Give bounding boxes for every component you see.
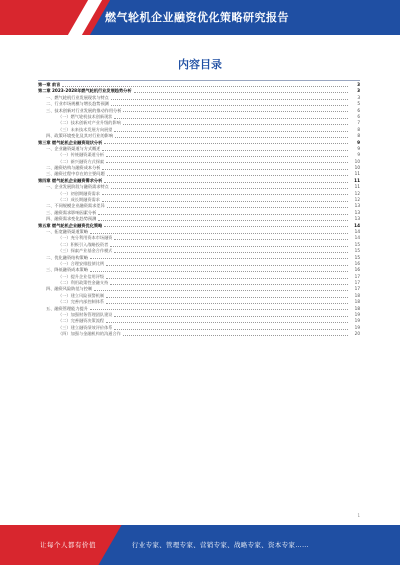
table-of-contents [38,82,360,338]
toc-entry-title: 五、融资管理能力提升 [46,305,88,311]
footer-banner [0,525,400,565]
toc-entry-page: 16 [354,260,360,266]
toc-entry-page: 14 [354,235,360,241]
toc-entry-title: 第三章 燃气轮机企业融资现状分析 [38,139,103,145]
toc-entry-title: 一、企业发展阶段与融资需求特点 [46,184,109,190]
toc-entry-page: 6 [357,113,360,119]
report-title: 燃气轮机企业融资优化策略研究报告 [105,11,289,24]
toc-entry-title: 第五章 燃气轮机企业融资优化策略 [38,222,103,228]
toc-entry-page: 19 [354,312,360,318]
toc-entry-page: 18 [354,292,360,298]
toc-entry-title: （一）初创期融资需求 [58,190,100,196]
toc-entry-page: 13 [354,209,360,215]
toc-entry-title: （一）加强财务管理团队建设 [58,312,113,318]
toc-entry-title: 四、政策环境变化及其对行业的影响 [46,133,114,139]
toc-leader-dots [115,137,348,138]
toc-entry-title: 一、拓宽融资渠道策略 [46,228,88,234]
toc-entry-page: 8 [357,126,360,132]
toc-leader-dots [110,246,348,247]
toc-entry-page: 11 [354,184,360,190]
toc-leader-dots [106,156,348,157]
toc-leader-dots [90,309,348,310]
toc-entry-page: 9 [357,152,360,158]
toc-entry-title: 二、不同规模企业融资需求差异 [46,203,105,209]
toc-entry-title: （二）技术创新对产业升级的影响 [58,120,121,126]
toc-leader-dots [114,239,348,240]
toc-leader-dots [102,194,348,195]
toc-leader-dots [90,233,348,234]
toc-entry-title: 三、融资过程中存在的主要问题 [46,171,105,177]
toc-entry-title: （一）燃气轮机技术创新现状 [58,113,113,119]
toc-entry-page: 3 [357,81,360,87]
toc-leader-dots [114,316,348,317]
header-banner [0,0,400,35]
toc-entry-page: 11 [354,171,360,177]
toc-leader-dots [114,252,348,253]
toc-entry-page: 14 [354,222,360,228]
toc-entry-title: 一、燃气轮机行业发展现状与特点 [46,94,109,100]
toc-entry-page: 3 [357,94,360,100]
footer-slogan: 让每个人都有价值 [40,541,96,549]
toc-entry-title: （一）提升企业信用评级 [58,273,105,279]
toc-leader-dots [62,86,348,87]
toc-leader-dots [106,278,348,279]
toc-entry-page: 17 [354,280,360,286]
toc-entry-title: （二）成长期融资需求 [58,197,100,203]
toc-entry-page: 15 [354,254,360,260]
toc-leader-dots [106,162,348,163]
toc-entry-title: 四、融资需求变化趋势预测 [46,216,97,222]
toc-leader-dots [102,169,348,170]
toc-entry-page: 13 [354,203,360,209]
toc-leader-dots [114,118,348,119]
toc-entry-page: 17 [354,273,360,279]
toc-leader-dots [106,265,348,266]
toc-leader-dots [107,207,348,208]
toc-leader-dots [123,111,348,112]
toc-leader-dots [111,99,348,100]
toc-entry-title: （三）建立融资绩效评价体系 [58,324,113,330]
toc-entry-title: （一）建立风险预警机制 [58,292,105,298]
toc-entry-title: （三）探索产业基金合作模式 [58,248,113,254]
toc-entry-page: 15 [354,241,360,247]
toc-entry-title: 第四章 燃气轮机企业融资需求分析 [38,177,103,183]
toc-entry-title: 二、融资结构与融资成本分析 [46,165,101,171]
toc-entry-title: 第二章 2023-2028年燃气轮机行业发展趋势分析 [38,88,132,94]
toc-entry-title: （二）完善内部控制体系 [58,299,105,305]
toc-leader-dots [98,214,348,215]
toc-entry-page: 10 [354,165,360,171]
page-number: 1 [357,513,360,518]
toc-leader-dots [90,258,348,259]
toc-leader-dots [90,271,348,272]
toc-entry-page: 15 [354,248,360,254]
toc-entry-title: （二）完善融资决策流程 [58,318,105,324]
toc-entry-title: 二、行业市场规模与增长趋势预测 [46,101,109,107]
toc-entry-page: 19 [354,318,360,324]
toc-leader-dots [123,124,348,125]
toc-leader-dots [106,297,348,298]
toc-entry-title: 四、融资风险防范与控制 [46,286,93,292]
toc-entry-page: 18 [354,305,360,311]
toc-leader-dots [104,143,348,144]
toc-entry-page: 13 [354,216,360,222]
toc-heading: 内容目录 [178,58,222,71]
toc-entry-title: 三、降低融资成本策略 [46,267,88,273]
toc-entry-page: 12 [354,197,360,203]
toc-entry-title: （一）传统融资渠道分析 [58,152,105,158]
toc-entry-title: （二）积极引入战略投资者 [58,241,109,247]
toc-entry-title: （二）利用政策性金融支持 [58,280,109,286]
toc-entry-title: 三、技术创新对行业发展的推动作用分析 [46,107,122,113]
toc-entry-page: 8 [357,133,360,139]
toc-entry-page: 20 [354,331,360,337]
toc-entry-page: 19 [354,324,360,330]
toc-entry-page: 18 [354,299,360,305]
toc-entry-title: 二、优化融资结构策略 [46,254,88,260]
toc-entry-page: 3 [357,88,360,94]
toc-leader-dots [106,322,348,323]
toc-entry-page: 12 [354,190,360,196]
toc-leader-dots [104,226,348,227]
footer-tagline: 行业专家、管理专家、营销专家、战略专家、资本专家…… [132,541,309,549]
toc-entry-title: （四）加强与金融机构的沟通合作 [58,331,121,337]
toc-entry-page: 9 [357,139,360,145]
toc-entry-title: （一）合理安排股债比例 [58,260,105,266]
toc-leader-dots [102,201,348,202]
toc-entry-title: 第一章 前言 [38,81,61,87]
toc-leader-dots [134,92,348,93]
toc-leader-dots [111,188,348,189]
toc-leader-dots [98,220,348,221]
toc-leader-dots [114,329,348,330]
toc-leader-dots [114,131,348,132]
toc-leader-dots [110,284,348,285]
toc-entry-title: （一）充分利用资本市场融资 [58,235,113,241]
toc-entry-title: （二）新兴融资方式探索 [58,158,105,164]
toc-entry-page: 10 [354,158,360,164]
toc-leader-dots [104,182,348,183]
toc-leader-dots [106,303,348,304]
toc-leader-dots [123,335,348,336]
toc-entry-title: 一、企业融资渠道与方式概述 [46,145,101,151]
toc-leader-dots [94,290,348,291]
toc-leader-dots [111,105,348,106]
toc-leader-dots [107,175,348,176]
toc-entry[interactable] [38,331,360,337]
toc-leader-dots [102,150,348,151]
toc-entry-page: 14 [354,228,360,234]
toc-entry-page: 17 [354,286,360,292]
toc-entry-page: 5 [357,101,360,107]
toc-entry-title: （三）未来技术发展方向展望 [58,126,113,132]
toc-entry-page: 16 [354,267,360,273]
toc-entry-page: 7 [357,120,360,126]
toc-divider [38,80,360,81]
toc-entry-page: 9 [357,145,360,151]
toc-entry-title: 三、融资需求影响因素分析 [46,209,97,215]
toc-entry-page: 6 [357,107,360,113]
toc-entry-page: 11 [354,177,360,183]
